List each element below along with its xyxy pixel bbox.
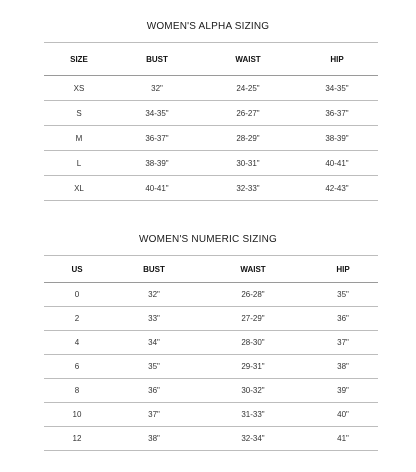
- bust-cell: 36": [148, 386, 160, 395]
- table-row: [44, 355, 378, 379]
- numeric-sizing-table: [44, 255, 378, 451]
- waist-cell: 31-33": [241, 410, 265, 419]
- size-cell: S: [76, 108, 82, 118]
- table-row: [44, 176, 378, 201]
- waist-cell: 24-25": [236, 83, 260, 93]
- bust-cell: 38-39": [145, 158, 169, 168]
- us-size-cell: 2: [74, 314, 80, 323]
- size-cell: XL: [74, 183, 84, 193]
- hip-cell: 40": [337, 410, 349, 419]
- table-row: [44, 283, 378, 307]
- size-cell: XS: [73, 83, 85, 93]
- waist-cell: 30-31": [236, 158, 260, 168]
- us-size-cell: 0: [74, 290, 80, 299]
- waist-cell: 32-33": [236, 183, 260, 193]
- waist-cell: 28-30": [241, 338, 265, 347]
- bust-cell: 38": [148, 434, 160, 443]
- size-cell: L: [76, 158, 82, 168]
- table-row: [44, 379, 378, 403]
- bust-cell: 35": [148, 362, 160, 371]
- hip-cell: 38": [337, 362, 349, 371]
- waist-cell: 30-32": [241, 386, 265, 395]
- bust-cell: 33": [148, 314, 160, 323]
- alpha-header-bust: BUST: [146, 54, 168, 64]
- hip-cell: 38-39": [325, 133, 349, 143]
- table-row: [44, 403, 378, 427]
- bust-cell: 34": [148, 338, 160, 347]
- us-size-cell: 8: [74, 386, 80, 395]
- us-size-cell: 10: [72, 410, 82, 419]
- table-row: [44, 151, 378, 176]
- hip-cell: 34-35": [325, 83, 349, 93]
- waist-cell: 26-27": [236, 108, 260, 118]
- alpha-sizing-table: [44, 42, 378, 201]
- hip-cell: 41": [337, 434, 349, 443]
- alpha-sizing-title: WOMEN'S ALPHA SIZING: [146, 21, 270, 32]
- size-cell: M: [75, 133, 83, 143]
- numeric-header-hip: HIP: [336, 264, 350, 274]
- hip-cell: 42-43": [325, 183, 349, 193]
- table-row: [44, 76, 378, 101]
- hip-cell: 36": [337, 314, 349, 323]
- table-row: [44, 126, 378, 151]
- table-row: [44, 101, 378, 126]
- numeric-header-waist: WAIST: [240, 264, 266, 274]
- waist-cell: 29-31": [241, 362, 265, 371]
- alpha-header-waist: WAIST: [235, 54, 261, 64]
- waist-cell: 32-34": [241, 434, 265, 443]
- bust-cell: 37": [148, 410, 160, 419]
- hip-cell: 37": [337, 338, 349, 347]
- waist-cell: 26-28": [241, 290, 265, 299]
- alpha-header-hip: HIP: [330, 54, 344, 64]
- numeric-header-row: [44, 256, 378, 283]
- waist-cell: 28-29": [236, 133, 260, 143]
- hip-cell: 35": [337, 290, 349, 299]
- table-row: [44, 331, 378, 355]
- hip-cell: 36-37": [325, 108, 349, 118]
- hip-cell: 40-41": [325, 158, 349, 168]
- us-size-cell: 6: [74, 362, 80, 371]
- bust-cell: 32": [148, 290, 160, 299]
- us-size-cell: 4: [74, 338, 80, 347]
- alpha-header-size: SIZE: [70, 54, 88, 64]
- numeric-sizing-title: WOMEN'S NUMERIC SIZING: [139, 234, 277, 245]
- us-size-cell: 12: [72, 434, 82, 443]
- waist-cell: 27-29": [241, 314, 265, 323]
- bust-cell: 34-35": [145, 108, 169, 118]
- alpha-header-row: [44, 43, 378, 76]
- hip-cell: 39": [337, 386, 349, 395]
- bust-cell: 36-37": [145, 133, 169, 143]
- table-row: [44, 307, 378, 331]
- bust-cell: 32": [151, 83, 163, 93]
- bust-cell: 40-41": [145, 183, 169, 193]
- numeric-header-us: US: [71, 264, 83, 274]
- numeric-header-bust: BUST: [143, 264, 165, 274]
- table-row: [44, 427, 378, 451]
